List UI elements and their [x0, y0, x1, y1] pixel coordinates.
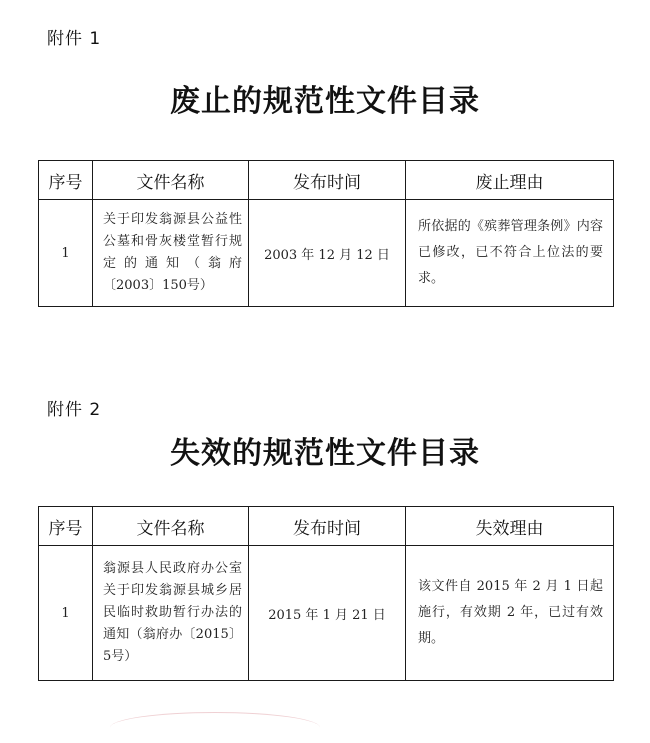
header-document-name: 文件名称	[93, 161, 249, 200]
row-issue-date: 2015 年 1 月 21 日	[249, 546, 406, 681]
attachment-1-label: 附件 1	[47, 29, 102, 49]
attachment-2-title: 失效的规范性文件目录	[170, 436, 480, 471]
header-document-name: 文件名称	[93, 507, 249, 546]
seal-stamp-edge	[110, 712, 320, 743]
row-expire-reason: 该文件自 2015 年 2 月 1 日起施行，有效期 2 年，已过有效期。	[406, 546, 614, 681]
attachment-2-label: 附件 2	[47, 400, 102, 420]
table-row	[39, 546, 614, 681]
table-header-row	[39, 507, 614, 546]
row-document-name: 关于印发翁源县公益性公墓和骨灰楼堂暂行规定的通知（翁府〔2003〕150号）	[93, 200, 249, 307]
table-row	[39, 200, 614, 307]
row-issue-date: 2003 年 12 月 12 日	[249, 200, 406, 307]
attachment-1-title: 废止的规范性文件目录	[170, 84, 480, 119]
header-abolish-reason: 废止理由	[406, 161, 614, 200]
row-seq: 1	[39, 546, 93, 681]
header-seq: 序号	[39, 161, 93, 200]
abolished-documents-table	[38, 160, 614, 307]
row-seq: 1	[39, 200, 93, 307]
header-issue-date: 发布时间	[249, 507, 406, 546]
table-header-row	[39, 161, 614, 200]
row-document-name: 翁源县人民政府办公室关于印发翁源县城乡居民临时救助暂行办法的通知（翁府办〔2015〕5号）	[93, 546, 249, 681]
row-abolish-reason: 所依据的《殡葬管理条例》内容已修改，已不符合上位法的要求。	[406, 200, 614, 307]
header-issue-date: 发布时间	[249, 161, 406, 200]
header-expire-reason: 失效理由	[406, 507, 614, 546]
expired-documents-table	[38, 506, 614, 681]
header-seq: 序号	[39, 507, 93, 546]
